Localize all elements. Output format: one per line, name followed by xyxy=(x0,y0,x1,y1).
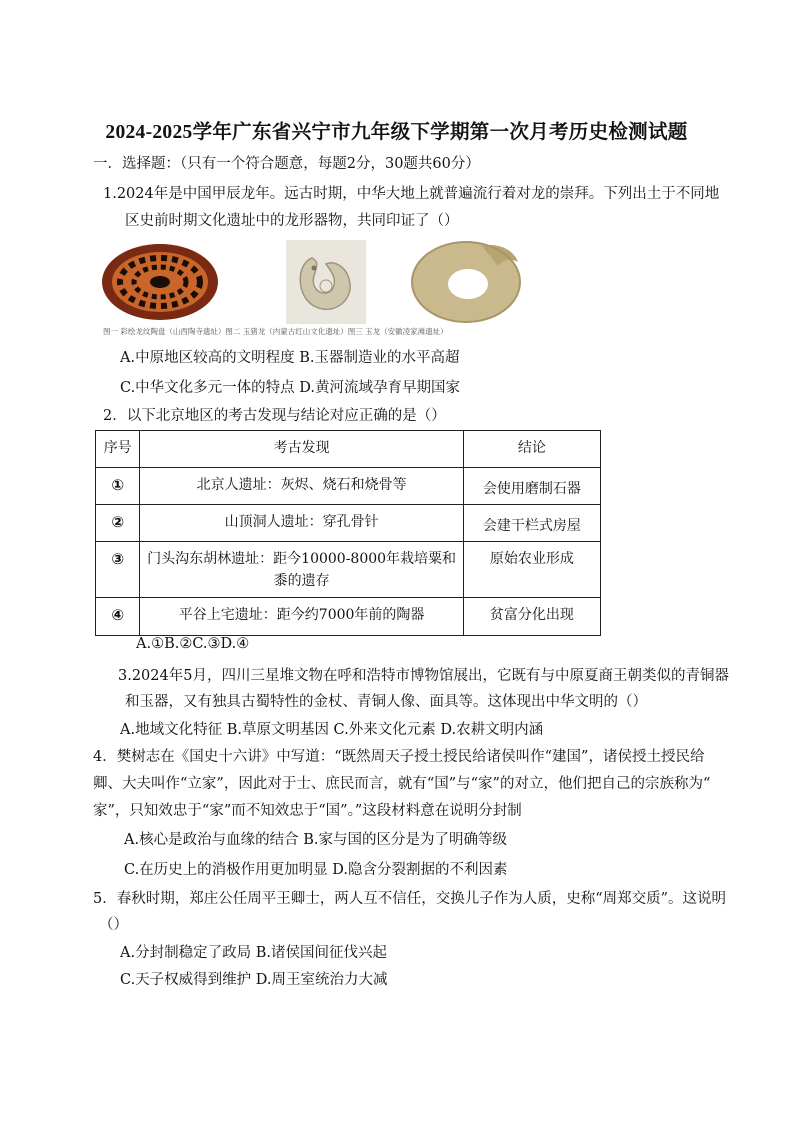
question-1-line-1: 1.2024年是中国甲辰龙年。远古时期，中华大地上就普遍流行着对龙的崇拜。下列出土于不同地 xyxy=(103,186,720,202)
question-4-options-cd: C.在历史上的消极作用更加明显 D.隐含分裂割据的不利因素 xyxy=(124,862,508,878)
question-4-line-2: 卿、大夫叫作“立家”，因此对于士、庶民而言，就有“国”与“家”的对立，他们把自己的宗族称为“ xyxy=(93,776,711,792)
row-discovery: 山顶洞人遗址：穿孔骨针 xyxy=(140,505,463,542)
question-4-line-3: 家”，只知效忠于“家”而不知效忠于“国”。”这段材料意在说明分封制 xyxy=(93,803,522,819)
row-number: ④ xyxy=(111,606,125,624)
table-row xyxy=(96,542,601,598)
question-3-options: A.地域文化特征 B.草原文明基因 C.外来文化元素 D.农耕文明内涵 xyxy=(120,722,544,738)
page-title: 2024-2025学年广东省兴宁市九年级下学期第一次月考历史检测试题 xyxy=(105,122,688,143)
row-conclusion: 会使用磨制石器 xyxy=(463,468,600,505)
header-conclusion: 结论 xyxy=(463,431,600,468)
table-header-row xyxy=(96,431,601,468)
row-discovery: 平谷上宅遗址：距今约7000年前的陶器 xyxy=(140,598,463,636)
question-4-options-ab: A.核心是政治与血缘的结合 B.家与国的区分是为了明确等级 xyxy=(124,832,507,848)
row-conclusion: 原始农业形成 xyxy=(463,542,600,598)
question-5-options-cd: C.天子权威得到维护 D.周王室统治力大减 xyxy=(120,972,388,988)
question-1-line-2: 区史前时期文化遗址中的龙形器物，共同印证了（） xyxy=(125,213,459,229)
row-number: ② xyxy=(111,513,125,531)
jade-pig-dragon-image xyxy=(286,240,366,324)
painted-dragon-plate-image xyxy=(102,244,218,320)
question-5-options-ab: A.分封制稳定了政局 B.诸侯国间征伐兴起 xyxy=(120,945,387,961)
header-number: 序号 xyxy=(96,431,140,468)
question-3-line-2: 和玉器，又有独具古蜀特性的金杖、青铜人像、面具等。这体现出中华文明的（） xyxy=(125,694,647,710)
archaeology-table xyxy=(95,430,601,636)
artifact-images xyxy=(100,240,530,338)
table-row xyxy=(96,468,601,505)
question-1-options-cd: C.中华文化多元一体的特点 D.黄河流域孕育早期国家 xyxy=(120,380,461,396)
question-4-line-1: 4．樊树志在《国史十六讲》中写道：“既然周天子授土授民给诸侯叫作“建国”，诸侯授土授民给 xyxy=(93,749,705,765)
image-caption: 图一 彩绘龙纹陶盘（山西陶寺遗址）图二 玉猪龙（内蒙古红山文化遗址）图三 玉龙（安徽凌家滩遗址） xyxy=(103,327,448,336)
question-5-line-1: 5．春秋时期，郑庄公任周平王卿士，两人互不信任，交换儿子作为人质，史称“周郑交质”。这说明 xyxy=(93,891,727,907)
question-1-options-ab: A.中原地区较高的文明程度 B.玉器制造业的水平高超 xyxy=(120,350,460,366)
table-row xyxy=(96,505,601,542)
question-5-line-2: （） xyxy=(99,917,128,933)
question-3-line-1: 3.2024年5月，四川三星堆文物在呼和浩特市博物馆展出，它既有与中原夏商王朝类似的青铜器 xyxy=(118,668,729,684)
row-discovery: 北京人遗址：灰烬、烧石和烧骨等 xyxy=(140,468,463,505)
question-2-options: A.①B.②C.③D.④ xyxy=(136,636,250,652)
header-discovery: 考古发现 xyxy=(140,431,463,468)
table-row xyxy=(96,598,601,636)
row-conclusion: 贫富分化出现 xyxy=(463,598,600,636)
row-number: ③ xyxy=(111,550,125,568)
row-number: ① xyxy=(111,476,125,494)
question-2-stem: 2．以下北京地区的考古发现与结论对应正确的是（） xyxy=(103,408,446,424)
row-discovery: 门头沟东胡林遗址：距今10000-8000年栽培粟和黍的遗存 xyxy=(140,542,463,598)
row-conclusion: 会建干栏式房屋 xyxy=(463,505,600,542)
jade-dragon-ring-image xyxy=(412,242,520,322)
section-heading: 一．选择题：（只有一个符合题意，每题2分，30题共60分） xyxy=(93,156,480,172)
